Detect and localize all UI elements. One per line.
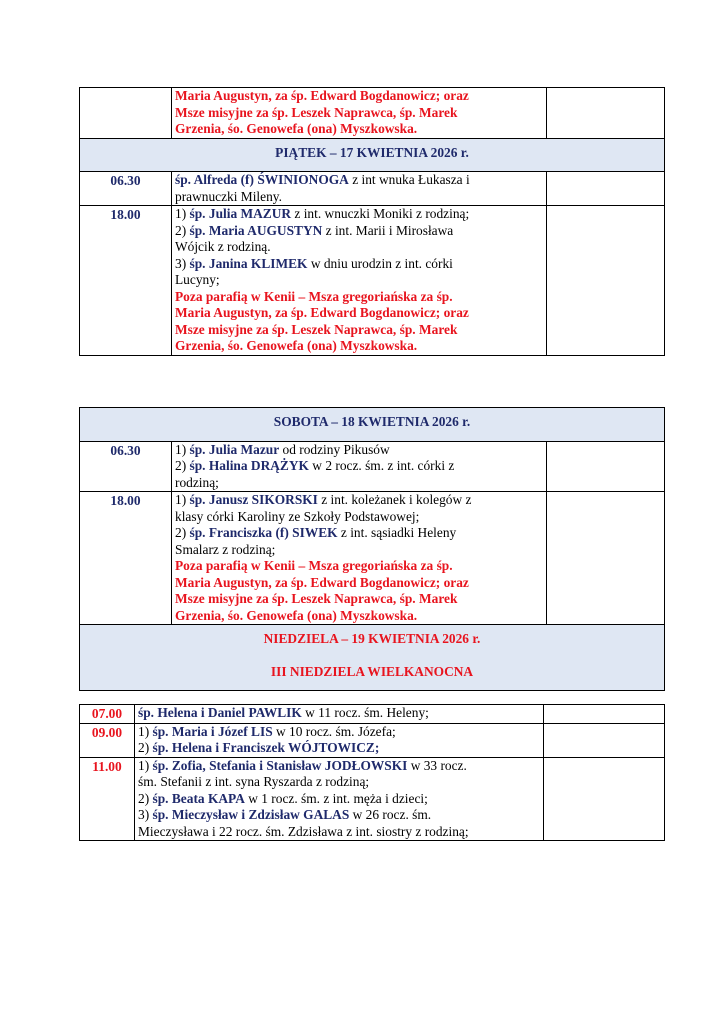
- intention-text: z int wnuka Łukasza i: [348, 172, 470, 187]
- intention-line: [175, 239, 543, 256]
- deceased-name: śp. Janina KLIMEK: [189, 255, 308, 271]
- day-header: [80, 625, 665, 691]
- mass-intentions: [172, 206, 547, 356]
- notes-cell: [547, 172, 665, 206]
- mass-intentions: [135, 757, 544, 841]
- mass-intentions: [135, 723, 544, 757]
- intention-text: w 33 rocz.: [407, 757, 467, 773]
- schedule-table: [79, 87, 665, 356]
- kenya-intention: Msze misyjne za śp. Leszek Naprawca, śp. Marek: [175, 104, 458, 120]
- intention-line: [175, 542, 543, 559]
- intention-text: w 11 rocz. śm. Heleny;: [301, 705, 429, 720]
- intention-text: klasy córki Karoliny ze Szkoły Podstawowej;: [175, 508, 420, 524]
- intention-text: 2): [175, 525, 190, 540]
- deceased-name: śp. Maria AUGUSTYN: [189, 222, 323, 238]
- mass-time: 06.30: [80, 441, 172, 492]
- mass-time: 18.00: [80, 492, 172, 625]
- kenya-intention: Poza parafią w Kenii – Msza gregoriańska za śp.: [175, 288, 453, 304]
- notes-cell: [544, 705, 665, 724]
- intention-line: [175, 105, 543, 122]
- notes-cell: [547, 88, 665, 139]
- kenya-intention: Maria Augustyn, za śp. Edward Bogdanowicz; oraz: [175, 88, 469, 103]
- intention-line: [138, 824, 540, 841]
- notes-cell: [547, 492, 665, 625]
- intention-text: śm. Stefanii z int. syna Ryszarda z rodziną;: [138, 774, 370, 789]
- intention-line: [175, 591, 543, 608]
- intention-line: [175, 458, 543, 475]
- intention-text: w 1 rocz. śm. z int. męża i dzieci;: [244, 790, 428, 806]
- mass-intentions: [172, 492, 547, 625]
- schedule-saturday: [79, 407, 664, 691]
- intention-text: w 10 rocz. śm. Józefa;: [272, 723, 396, 739]
- spacer: [80, 648, 664, 664]
- intention-line: [175, 121, 543, 138]
- intention-line: [138, 774, 540, 791]
- intention-text: 1): [138, 757, 153, 773]
- mass-row: [80, 206, 665, 356]
- mass-row: [80, 172, 665, 206]
- intention-line: [138, 724, 540, 741]
- intention-text: z int. sąsiadki Heleny: [337, 525, 457, 540]
- mass-intentions: [135, 705, 544, 724]
- day-header-row: [80, 138, 665, 172]
- intention-text: 1): [175, 492, 190, 507]
- intention-text: w 2 rocz. śm. z int. córki z: [308, 458, 455, 473]
- deceased-name: śp. Alfreda (f) ŚWINIONOGA: [175, 172, 349, 187]
- day-header: [80, 408, 665, 442]
- intention-line: [175, 575, 543, 592]
- intention-text: 2): [175, 222, 190, 238]
- intention-text: Mieczysława i 22 rocz. śm. Zdzisława z int. siostry z rodziną;: [138, 823, 469, 839]
- schedule-sunday: [79, 704, 664, 841]
- liturgical-title: III NIEDZIELA WIELKANOCNA: [270, 663, 474, 679]
- intention-text: 3): [175, 255, 190, 271]
- intention-line: [175, 475, 543, 492]
- mass-time: [80, 88, 172, 139]
- intention-line: [175, 492, 543, 509]
- deceased-name: śp. Janusz SIKORSKI: [189, 492, 318, 507]
- kenya-intention: Poza parafią w Kenii – Msza gregoriańska za śp.: [175, 558, 453, 573]
- intention-line: [175, 558, 543, 575]
- day-header-row: [80, 625, 665, 691]
- intention-line: [138, 807, 540, 824]
- intention-text: 1): [175, 441, 190, 457]
- intention-text: 1): [175, 206, 190, 221]
- deceased-name: śp. Julia Mazur: [189, 441, 280, 457]
- intention-text: z int. wnuczki Moniki z rodziną;: [291, 206, 470, 221]
- intention-text: 1): [138, 723, 153, 739]
- intention-line: [175, 223, 543, 240]
- intention-text: w 26 rocz. śm.: [349, 807, 432, 822]
- intention-line: [175, 189, 543, 206]
- mass-row: [80, 705, 665, 724]
- intention-text: z int. koleżanek i kolegów z: [317, 492, 472, 507]
- mass-row: [80, 88, 665, 139]
- intention-line: [175, 608, 543, 625]
- mass-time: 18.00: [80, 206, 172, 356]
- intention-line: [175, 88, 543, 105]
- notes-cell: [547, 441, 665, 492]
- intention-text: 3): [138, 807, 153, 822]
- deceased-name: śp. Zofia, Stefania i Stanisław JODŁOWSKI: [152, 757, 408, 773]
- mass-time: 11.00: [80, 757, 135, 841]
- kenya-intention: Maria Augustyn, za śp. Edward Bogdanowicz; oraz: [175, 574, 469, 590]
- notes-cell: [544, 757, 665, 841]
- intention-line: [175, 305, 543, 322]
- day-title: PIĄTEK – 17 KWIETNIA 2026 r.: [275, 144, 469, 160]
- mass-time: 09.00: [80, 723, 135, 757]
- notes-cell: [544, 723, 665, 757]
- intention-text: w dniu urodzin z int. córki: [307, 255, 453, 271]
- intention-line: [175, 289, 543, 306]
- kenya-intention: Grzenia, śo. Genowefa (ona) Myszkowska.: [175, 121, 418, 136]
- deceased-name: śp. Maria i Józef LIS: [152, 723, 273, 739]
- intention-line: [175, 172, 543, 189]
- intention-line: [175, 338, 543, 355]
- deceased-name: śp. Helena i Franciszek WÓJTOWICZ;: [152, 740, 380, 755]
- schedule-table: [79, 407, 665, 691]
- intention-line: [175, 525, 543, 542]
- deceased-name: śp. Franciszka (f) SIWEK: [189, 525, 338, 540]
- intention-line: [138, 705, 540, 722]
- intention-text: 2): [175, 458, 190, 473]
- deceased-name: śp. Halina DRĄŻYK: [189, 458, 309, 473]
- schedule-friday: [79, 87, 664, 356]
- mass-intentions: [172, 172, 547, 206]
- mass-row: [80, 492, 665, 625]
- deceased-name: śp. Mieczysław i Zdzisław GALAS: [152, 807, 350, 822]
- deceased-name: śp. Julia MAZUR: [189, 206, 292, 221]
- intention-text: Wójcik z rodziną.: [175, 239, 271, 254]
- intention-text: od rodziny Pikusów: [279, 441, 390, 457]
- mass-time: 07.00: [80, 705, 135, 724]
- intention-line: [175, 272, 543, 289]
- mass-row: [80, 723, 665, 757]
- intention-line: [138, 758, 540, 775]
- intention-line: [175, 509, 543, 526]
- mass-intentions: [172, 88, 547, 139]
- intention-line: [175, 322, 543, 339]
- intention-text: z int. Marii i Mirosława: [322, 222, 454, 238]
- kenya-intention: Maria Augustyn, za śp. Edward Bogdanowicz; oraz: [175, 305, 469, 320]
- intention-text: 2): [138, 790, 153, 806]
- intention-line: [175, 442, 543, 459]
- kenya-intention: Msze misyjne za śp. Leszek Naprawca, śp. Marek: [175, 591, 458, 606]
- mass-row: [80, 757, 665, 841]
- kenya-intention: Grzenia, śo. Genowefa (ona) Myszkowska.: [175, 607, 418, 623]
- mass-time: 06.30: [80, 172, 172, 206]
- intention-line: [175, 256, 543, 273]
- deceased-name: śp. Beata KAPA: [152, 790, 245, 806]
- intention-text: Lucyny;: [175, 272, 220, 287]
- mass-row: [80, 441, 665, 492]
- intention-line: [175, 206, 543, 223]
- intention-text: rodziną;: [175, 474, 219, 490]
- kenya-intention: Grzenia, śo. Genowefa (ona) Myszkowska.: [175, 338, 418, 353]
- intention-text: 2): [138, 740, 153, 755]
- intention-line: [138, 791, 540, 808]
- day-title: NIEDZIELA – 19 KWIETNIA 2026 r.: [263, 631, 481, 646]
- schedule-table: [79, 704, 665, 841]
- intention-text: prawnuczki Mileny.: [175, 188, 282, 204]
- day-header: [80, 138, 665, 172]
- intention-text: Smalarz z rodziną;: [175, 541, 276, 557]
- day-header-row: [80, 408, 665, 442]
- day-title: SOBOTA – 18 KWIETNIA 2026 r.: [273, 414, 471, 429]
- mass-intentions: [172, 441, 547, 492]
- intention-line: [138, 740, 540, 757]
- deceased-name: śp. Helena i Daniel PAWLIK: [138, 705, 302, 720]
- notes-cell: [547, 206, 665, 356]
- kenya-intention: Msze misyjne za śp. Leszek Naprawca, śp. Marek: [175, 321, 458, 337]
